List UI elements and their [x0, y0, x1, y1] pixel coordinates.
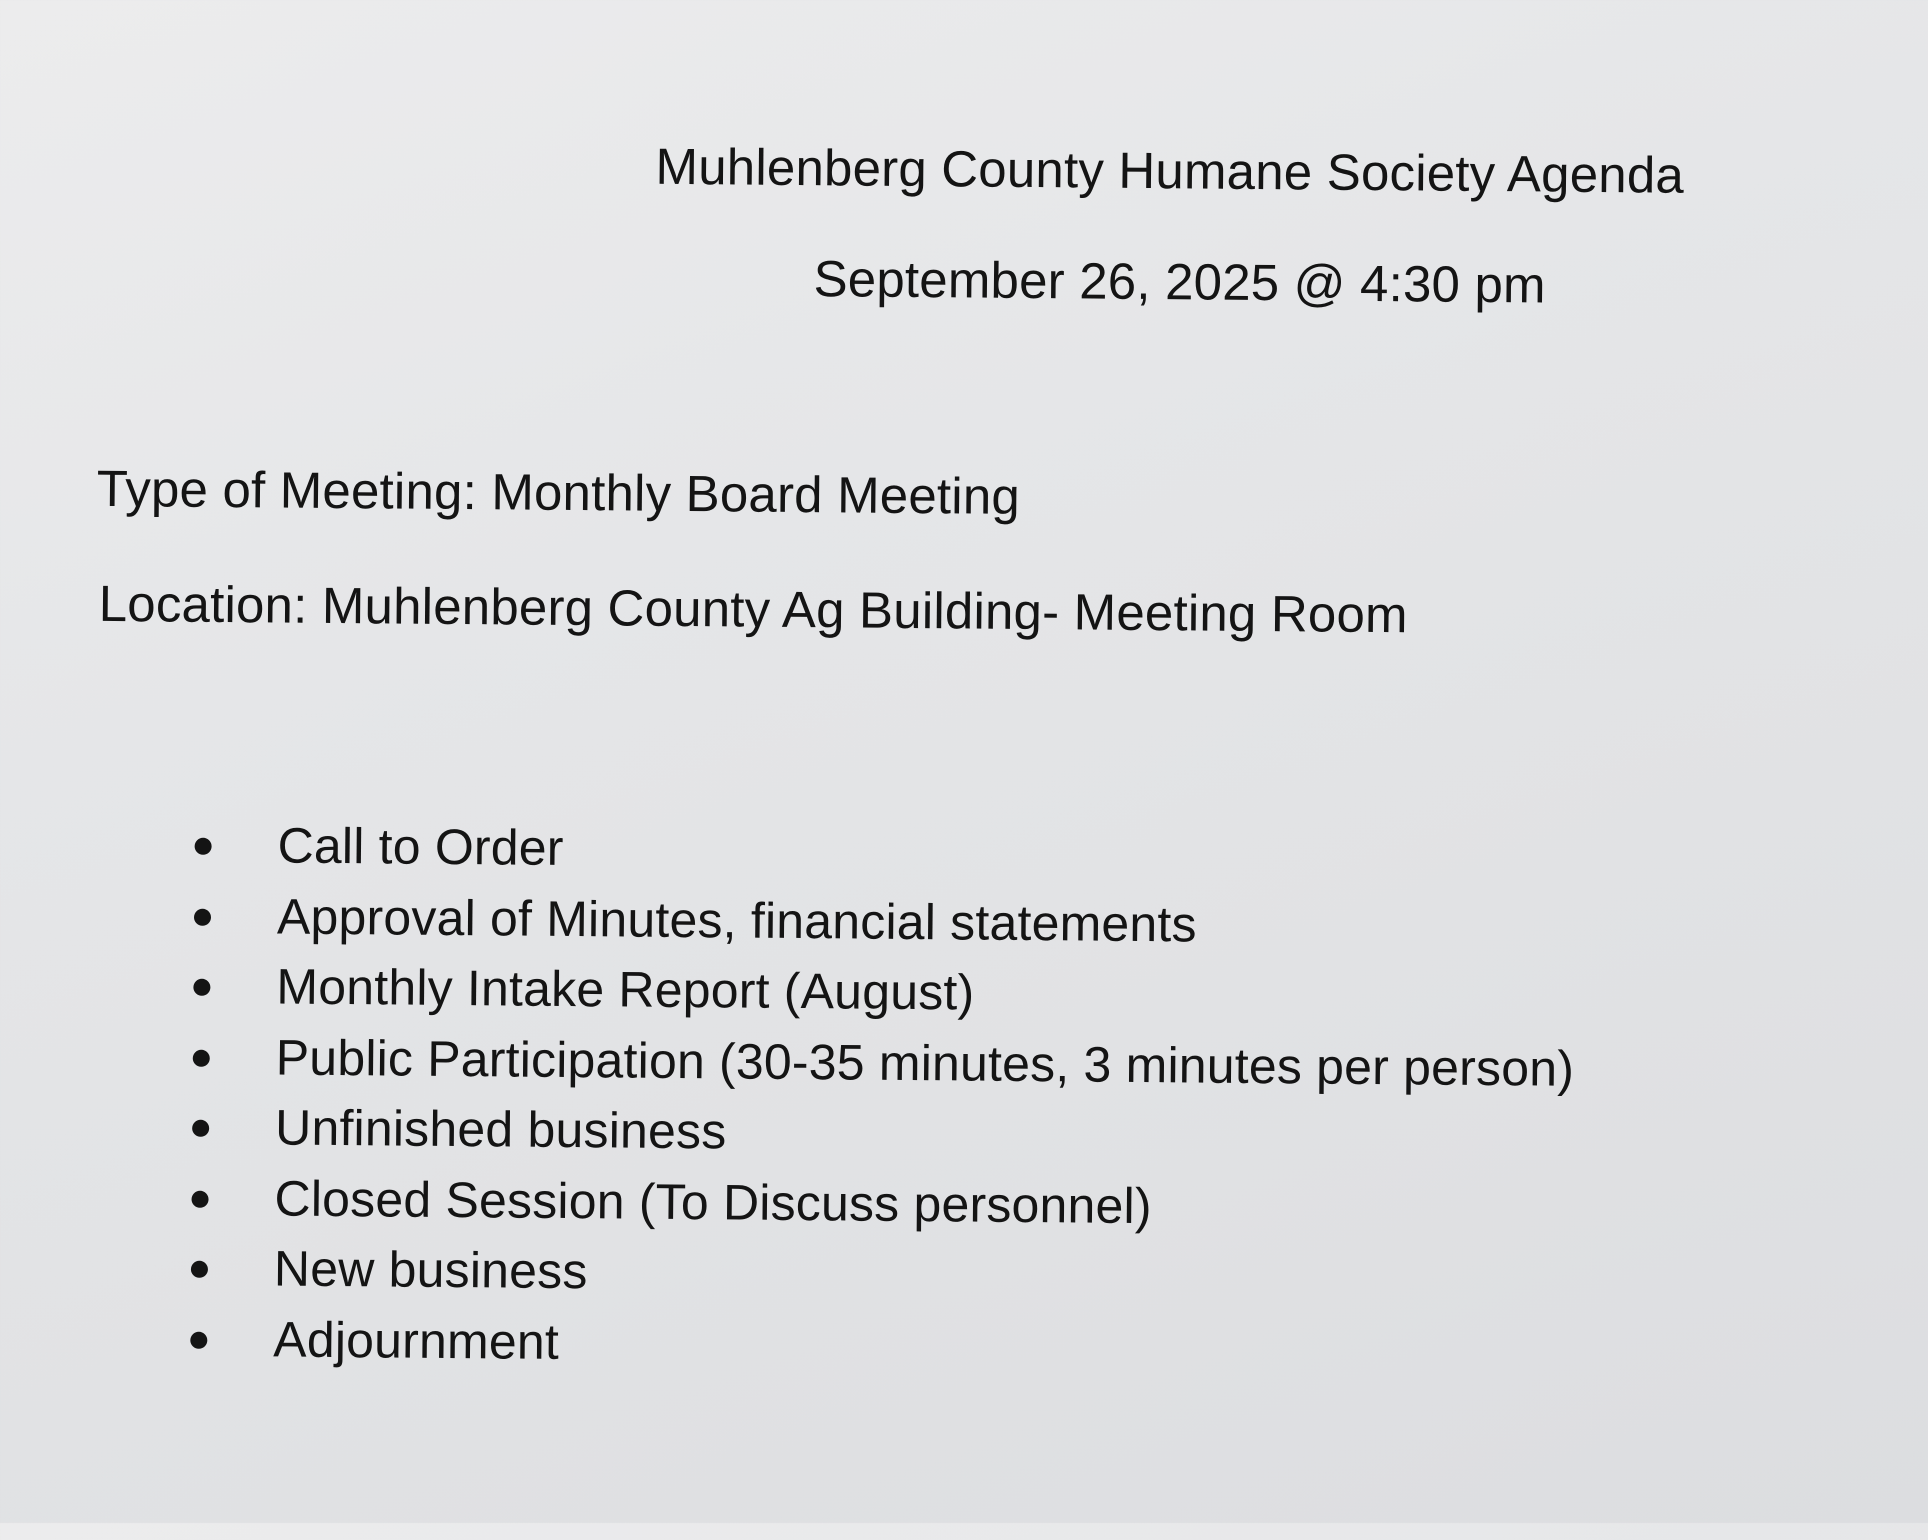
bullet-icon [193, 1049, 210, 1066]
meeting-location: Location: Muhlenberg County Ag Building- Meeting Room [98, 574, 1408, 644]
agenda-item [179, 1233, 1573, 1316]
agenda-item [180, 1092, 1574, 1175]
agenda-item-label: Adjournment [273, 1310, 560, 1370]
bullet-icon [191, 1190, 208, 1207]
bullet-icon [194, 908, 211, 925]
agenda-item-label: Approval of Minutes, financial statements [276, 887, 1198, 952]
agenda-item-label: Public Participation (30-35 minutes, 3 minutes per person) [275, 1028, 1575, 1097]
agenda-item-label: Closed Session (To Discuss personnel) [274, 1169, 1153, 1234]
bullet-icon [193, 979, 210, 996]
agenda-item-label: Monthly Intake Report (August) [276, 958, 975, 1021]
agenda-title: Muhlenberg County Humane Society Agenda [655, 137, 1685, 204]
agenda-item [182, 810, 1576, 893]
bullet-icon [195, 838, 212, 855]
agenda-item [181, 951, 1575, 1034]
agenda-item-label: Unfinished business [274, 1099, 727, 1160]
agenda-item [179, 1162, 1573, 1245]
meeting-date-time: September 26, 2025 @ 4:30 pm [813, 250, 1546, 314]
agenda-item [182, 880, 1576, 963]
bullet-icon [192, 1120, 209, 1137]
agenda-list [178, 810, 1576, 1386]
meeting-type: Type of Meeting: Monthly Board Meeting [96, 459, 1021, 525]
agenda-item-label: Call to Order [277, 817, 564, 876]
agenda-item [178, 1303, 1572, 1386]
agenda-item-label: New business [273, 1240, 588, 1300]
bullet-icon [190, 1331, 207, 1348]
agenda-item [180, 1021, 1574, 1104]
bullet-icon [191, 1261, 208, 1278]
